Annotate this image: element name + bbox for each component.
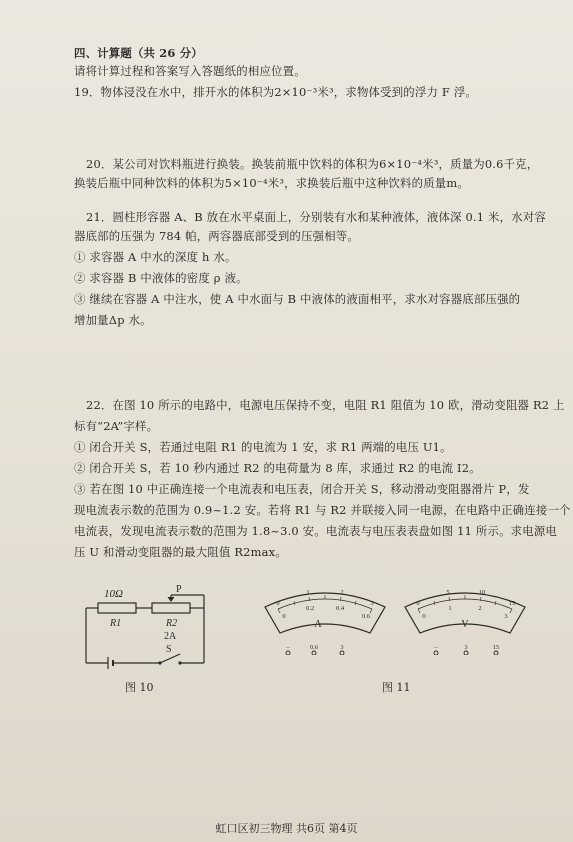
ammeter-outer-tick-0: 0 [276, 600, 280, 607]
question-21-line-2: 器底部的压强为 784 帕，两容器底部受到的压强相等。 [74, 229, 359, 243]
switch-label: S [166, 644, 172, 655]
r2-label: R2 [166, 618, 178, 629]
switch-blade [160, 654, 180, 663]
ammeter-inner-tick-3: 0.6 [361, 613, 371, 620]
voltmeter-terminal-minus: – [434, 644, 438, 651]
question-22-item-2: ② 闭合开关 S，若 10 秒内通过 R2 的电荷量为 8 库，求通过 R2 的电流 I2。 [74, 461, 481, 475]
question-22-line-2: 标有“2A”字样。 [74, 419, 159, 433]
slider-arrow [168, 597, 175, 602]
rheostat-r2 [152, 603, 190, 613]
figure-10-caption: 图 10 [125, 681, 154, 694]
question-20-line-1: 20．某公司对饮料瓶进行换装。换装前瓶中饮料的体积为6×10⁻⁴米³，质量为0.6千克， [86, 157, 539, 171]
question-22-line-1: 22．在图 10 所示的电路中，电源电压保持不变，电阻 R1 阻值为 10 欧，滑动变阻器 R2 上 [86, 398, 565, 412]
ammeter-inner-tick-1: 0.2 [305, 605, 315, 612]
question-22-item-3c: 电流表，发现电流表示数的范围为 1.8~3.0 安。电流表与电压表表盘如图 11 所示。求电源电 [74, 524, 558, 538]
ammeter-terminal-post [340, 651, 344, 655]
slider-label: P [176, 584, 182, 595]
ammeter-inner-tick-2: 0.4 [335, 605, 345, 612]
voltmeter-terminal-15: 15 [492, 644, 500, 651]
r1-value-label: 10Ω [104, 588, 123, 600]
question-21-item-3a: ③ 继续在容器 A 中注水，使 A 中水面与 B 中液体的液面相平，求水对容器底部压强的 [74, 292, 521, 306]
ammeter-outer-tick-3: 3 [370, 600, 374, 607]
question-22-item-3a: ③ 若在图 10 中正确连接一个电流表和电压表，闭合开关 S，移动滑动变阻器滑片 P，发 [74, 482, 530, 496]
voltmeter-outer-tick-2: 10 [478, 589, 486, 596]
ammeter-terminal-3: 3 [340, 644, 344, 651]
page-footer: 虹口区初三物理 共6页 第4页 [215, 822, 358, 835]
question-22-item-3d: 压 U 和滑动变阻器的最大阻值 R2max。 [74, 545, 287, 559]
ammeter-outer-tick-2: 2 [340, 589, 344, 596]
section-instruction: 请将计算过程和答案写入答题纸的相应位置。 [74, 64, 306, 78]
question-22-item-1: ① 闭合开关 S，若通过电阻 R1 的电流为 1 安，求 R1 两端的电压 U1。 [74, 440, 452, 454]
question-21-item-2: ② 求容器 B 中液体的密度 ρ 液。 [74, 271, 248, 285]
voltmeter-terminal-post [464, 651, 468, 655]
ammeter-inner-tick-0: 0 [282, 613, 286, 620]
question-19: 19．物体浸没在水中，排开水的体积为2×10⁻³米³，求物体受到的浮力 F 浮。 [74, 85, 478, 99]
ammeter-symbol: A [314, 619, 322, 630]
figure-11-caption: 图 11 [382, 681, 411, 694]
voltmeter-outer-tick-1: 5 [446, 589, 450, 596]
resistor-r1 [98, 603, 136, 613]
question-20-line-2: 换装后瓶中同种饮料的体积为5×10⁻⁴米³，求换装后瓶中这种饮料的质量m。 [74, 176, 469, 190]
ammeter-dial [260, 585, 390, 655]
voltmeter-inner-tick-3: 3 [504, 613, 508, 620]
ammeter-outer-tick-1: 1 [306, 589, 310, 596]
voltmeter-terminal-post [434, 651, 438, 655]
question-21-line-1: 21．圆柱形容器 A、B 放在水平桌面上，分别装有水和某种液体，液体深 0.1 米，水对容 [86, 210, 546, 224]
voltmeter-dial [400, 585, 530, 655]
voltmeter-terminal-post [494, 651, 498, 655]
ammeter-terminal-0-6: 0.6 [309, 644, 319, 651]
ammeter-terminal-post [286, 651, 290, 655]
section-title: 四、计算题（共 26 分） [74, 46, 203, 60]
question-21-item-3b: 增加量Δp 水。 [74, 313, 152, 327]
circuit-diagram [80, 575, 230, 675]
r2-rating-label: 2A [164, 631, 177, 642]
ammeter-terminal-minus: – [286, 644, 290, 651]
voltmeter-inner-tick-0: 0 [422, 613, 426, 620]
voltmeter-inner-tick-1: 1 [448, 605, 452, 612]
voltmeter-outer-tick-3: 15 [508, 600, 516, 607]
r1-label: R1 [110, 618, 122, 629]
voltmeter-inner-tick-2: 2 [478, 605, 482, 612]
voltmeter-symbol: V [461, 619, 469, 630]
voltmeter-terminal-3: 3 [464, 644, 468, 651]
question-22-item-3b: 现电流表示数的范围为 0.9~1.2 安。若将 R1 与 R2 并联接入同一电源，在电路中正确连接一个 [74, 503, 571, 517]
voltmeter-outer-tick-0: 0 [416, 600, 420, 607]
question-21-item-1: ① 求容器 A 中水的深度 h 水。 [74, 250, 237, 264]
ammeter-terminal-post [312, 651, 316, 655]
